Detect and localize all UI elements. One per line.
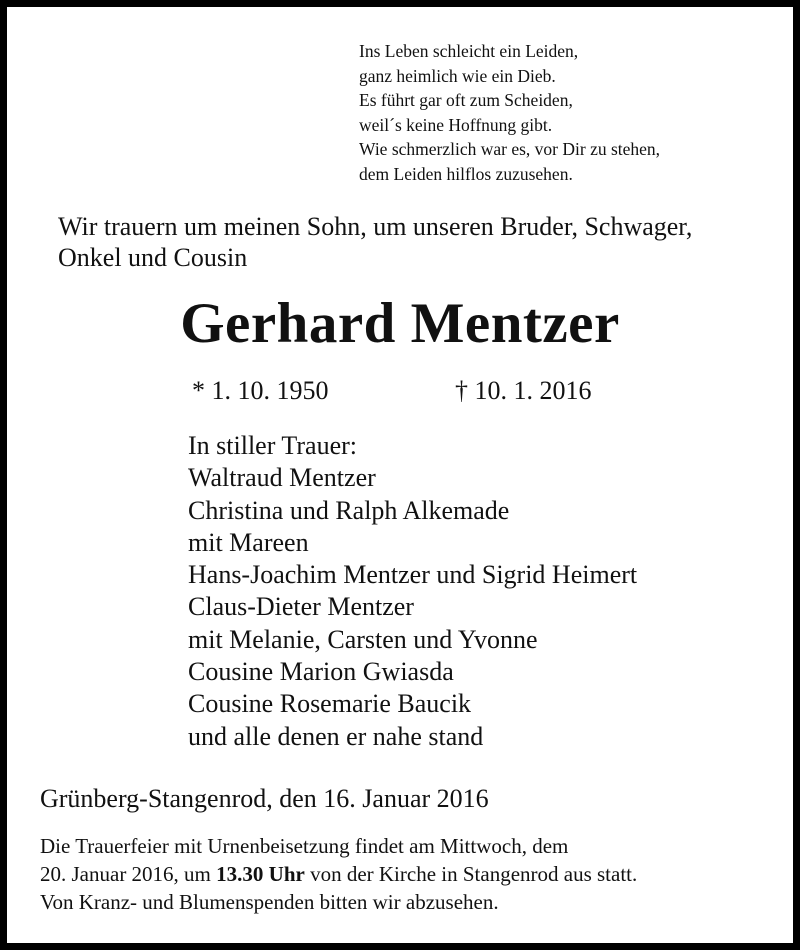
death-date: † 10. 1. 2016 xyxy=(455,376,592,405)
mourner-entry: mit Melanie, Carsten und Yvonne xyxy=(188,624,538,654)
poem xyxy=(359,39,779,186)
notice-time: 13.30 Uhr xyxy=(216,862,305,886)
deceased-name: Gerhard Mentzer xyxy=(180,292,620,355)
mourners-list xyxy=(188,430,748,753)
notice-line xyxy=(40,860,780,888)
notice-line: Von Kranz- und Blumenspenden bitten wir abzusehen. xyxy=(40,890,499,914)
mourner-entry: und alle denen er nahe stand xyxy=(188,721,484,751)
funeral-notice xyxy=(40,832,780,916)
notice-date: 20. Januar 2016, um xyxy=(40,862,217,886)
mourner-entry: Hans-Joachim Mentzer und Sigrid Heimert xyxy=(188,560,638,590)
notice-line: Die Trauerfeier mit Urnenbeisetzung findet am Mittwoch, dem xyxy=(40,834,569,858)
mourner-entry: Cousine Marion Gwiasda xyxy=(188,657,454,687)
birth-date: * 1. 10. 1950 xyxy=(192,376,329,405)
notice-location: von der Kirche in Stangenrod aus statt. xyxy=(304,862,638,886)
intro-line: Onkel und Cousin xyxy=(58,243,248,272)
place-date: Grünberg-Stangenrod, den 16. Januar 2016 xyxy=(40,784,489,813)
poem-line: Wie schmerzlich war es, vor Dir zu stehen, xyxy=(359,139,661,159)
mourner-entry: Christina und Ralph Alkemade xyxy=(188,495,510,525)
mourners-heading: In stiller Trauer: xyxy=(188,431,357,460)
mourner-entry: Claus-Dieter Mentzer xyxy=(188,592,414,622)
mourner-entry: Cousine Rosemarie Baucik xyxy=(188,689,472,719)
poem-line: ganz heimlich wie ein Dieb. xyxy=(359,65,556,86)
mourner-entry: mit Mareen xyxy=(188,527,309,557)
poem-line: weil´s keine Hoffnung gibt. xyxy=(359,114,553,135)
poem-line: Ins Leben schleicht ein Leiden, xyxy=(359,41,579,61)
poem-line: Es führt gar oft zum Scheiden, xyxy=(359,90,573,110)
mourning-intro xyxy=(58,211,778,273)
intro-line: Wir trauern um meinen Sohn, um unseren Bruder, Schwager, xyxy=(58,212,693,241)
mourner-entry: Waltraud Mentzer xyxy=(188,463,376,493)
poem-line: dem Leiden hilflos zuzusehen. xyxy=(359,163,573,184)
